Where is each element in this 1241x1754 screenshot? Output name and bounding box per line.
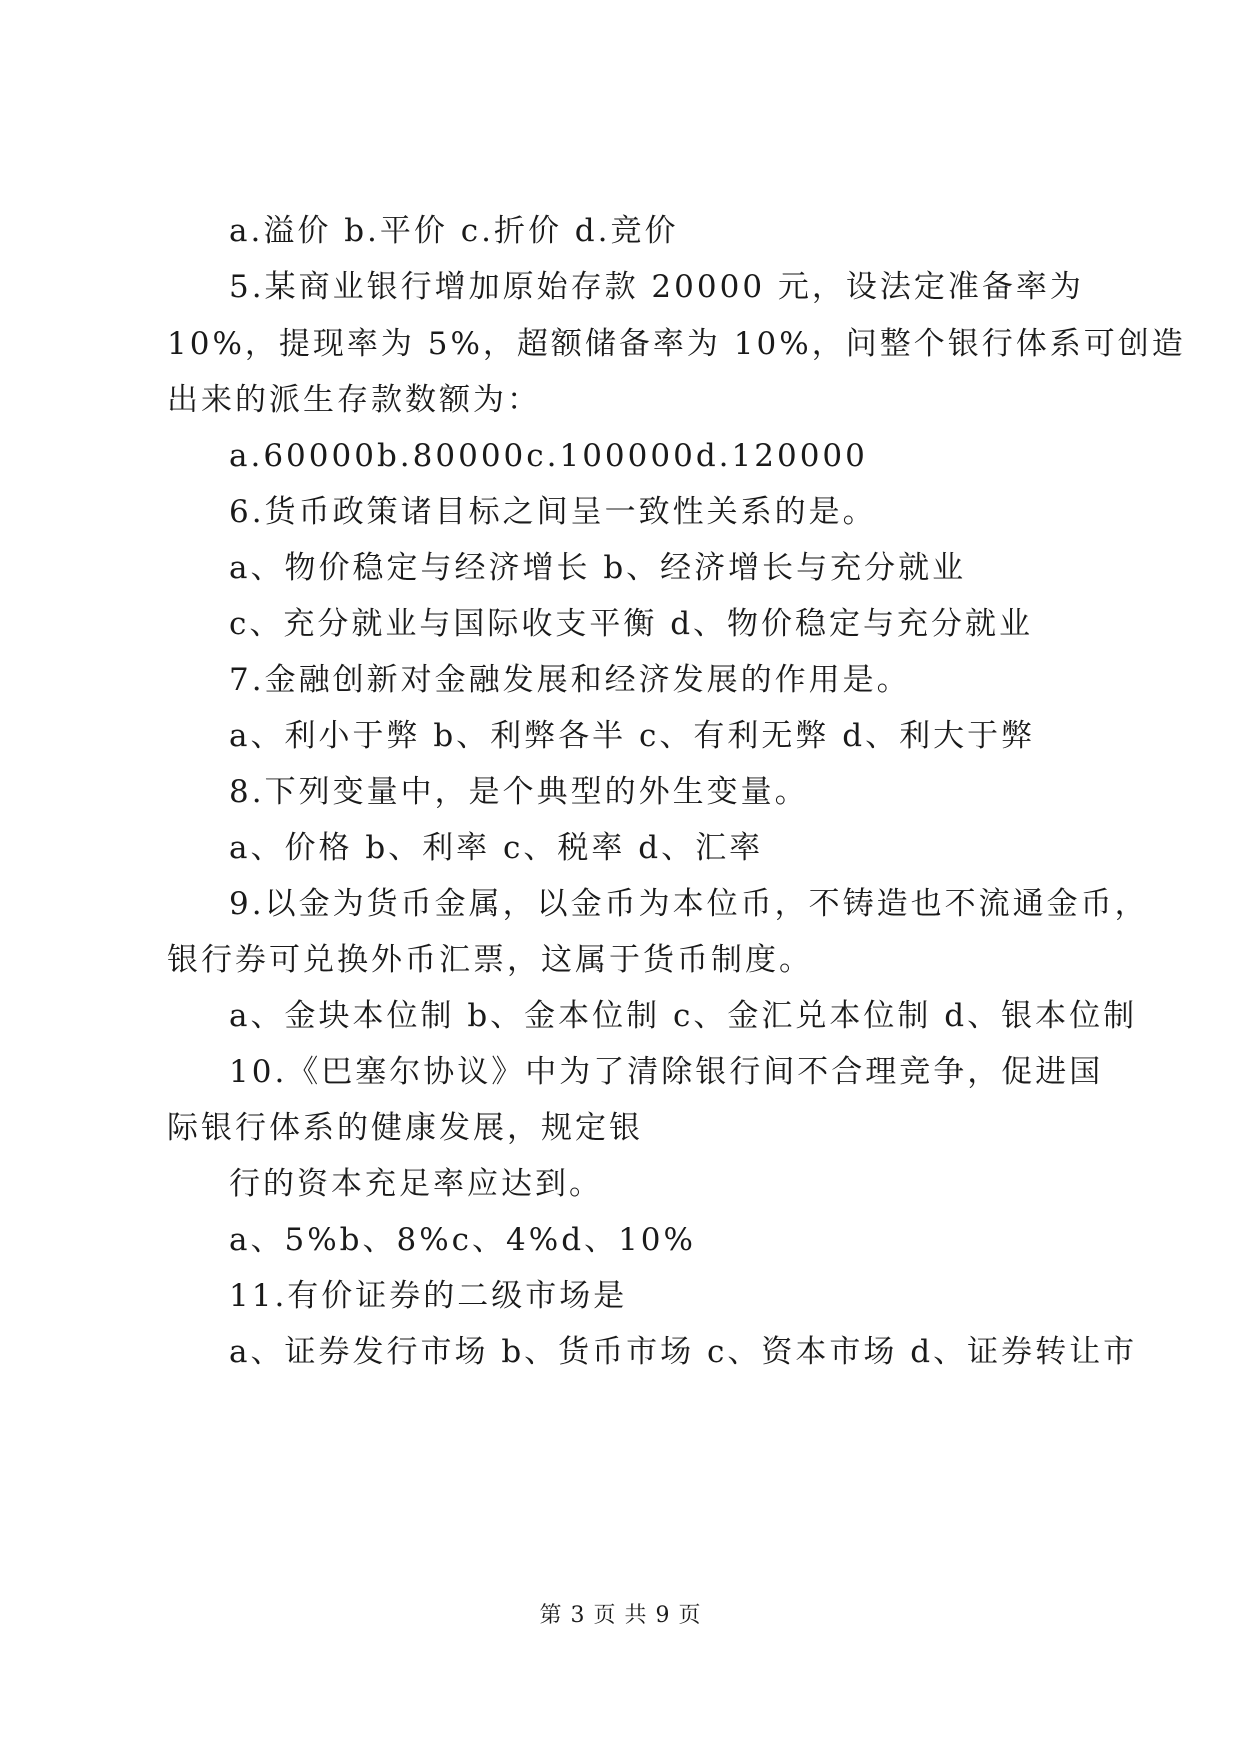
option-line-q8: a、价格 b、利率 c、税率 d、汇率	[229, 830, 764, 866]
question-7-line: 7.金融创新对金融发展和经济发展的作用是。	[229, 662, 911, 698]
question-10-line-1: 10.《巴塞尔协议》中为了清除银行间不合理竞争，促进国	[229, 1054, 1104, 1090]
question-10-line-3: 行的资本充足率应达到。	[229, 1166, 603, 1202]
question-5-line-2: 10%，提现率为 5%，超额储备率为 10%，问整个银行体系可创造	[167, 326, 1186, 362]
option-line-q10: a、5%b、8%c、4%d、10%	[229, 1222, 696, 1258]
option-line-q4: a.溢价 b.平价 c.折价 d.竞价	[229, 213, 679, 249]
question-5-line-1: 5.某商业银行增加原始存款 20000 元，设法定准备率为	[229, 269, 1084, 305]
question-9-line-2: 银行券可兑换外币汇票，这属于货币制度。	[167, 942, 813, 978]
option-line-q5: a.60000b.80000c.100000d.120000	[229, 438, 868, 474]
option-line-q6-a: a、物价稳定与经济增长 b、经济增长与充分就业	[229, 550, 967, 586]
question-9-line-1: 9.以金为货币金属，以金币为本位币，不铸造也不流通金币，	[229, 886, 1149, 922]
option-line-q7: a、利小于弊 b、利弊各半 c、有利无弊 d、利大于弊	[229, 718, 1036, 754]
option-line-q11: a、证券发行市场 b、货币市场 c、资本市场 d、证券转让市	[229, 1334, 1138, 1370]
question-6-line: 6.货币政策诸目标之间呈一致性关系的是。	[229, 494, 877, 530]
page-number-footer: 第 3 页 共 9 页	[539, 1603, 702, 1628]
question-11-line: 11.有价证券的二级市场是	[229, 1278, 628, 1314]
question-10-line-2: 际银行体系的健康发展，规定银	[167, 1110, 643, 1146]
question-8-line: 8.下列变量中，是个典型的外生变量。	[229, 774, 809, 810]
question-5-line-3: 出来的派生存款数额为：	[167, 382, 541, 418]
option-line-q6-b: c、充分就业与国际收支平衡 d、物价稳定与充分就业	[229, 606, 1034, 642]
option-line-q9: a、金块本位制 b、金本位制 c、金汇兑本位制 d、银本位制	[229, 998, 1138, 1034]
